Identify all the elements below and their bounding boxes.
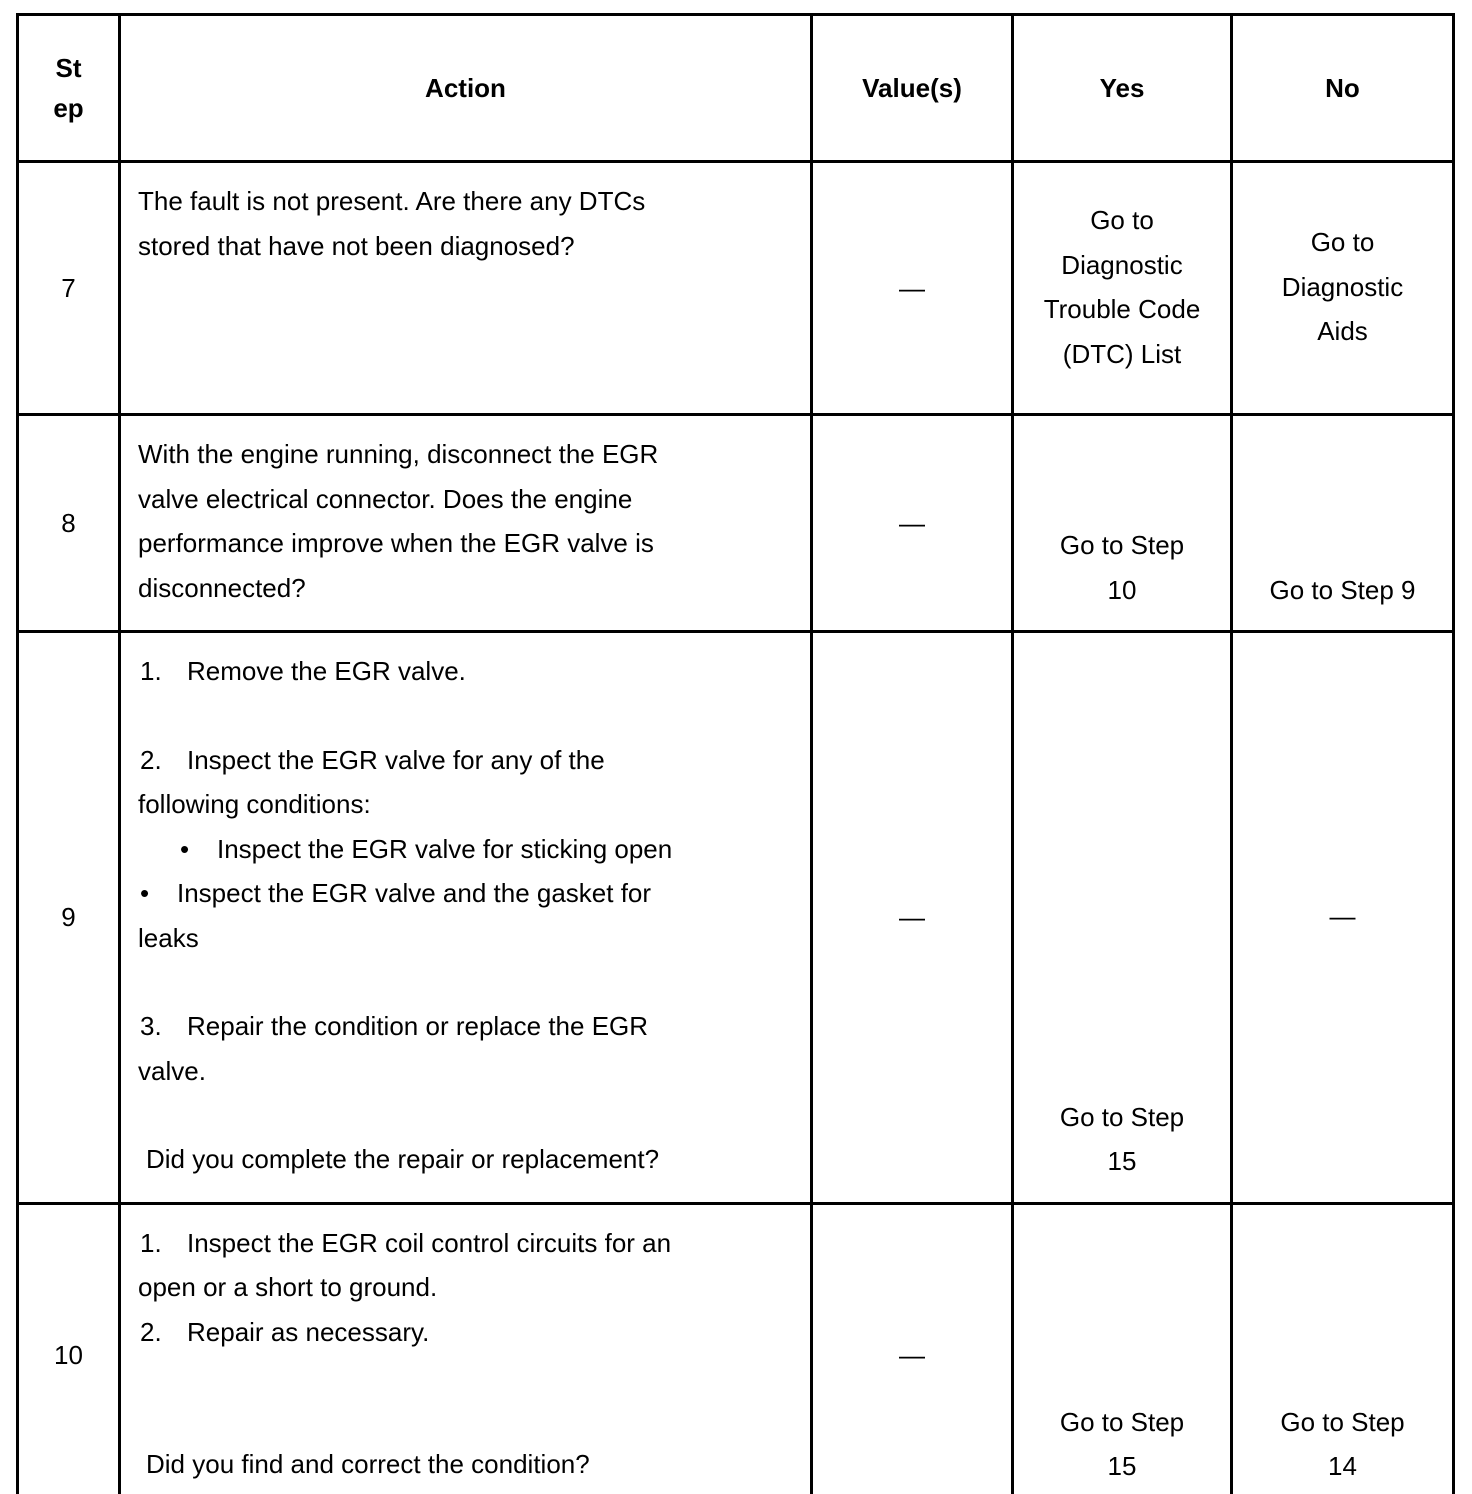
no-cell	[1232, 415, 1454, 632]
table-row	[18, 1203, 1454, 1494]
list-text: Inspect the EGR coil control circuits for an open or a short to ground.	[138, 1227, 672, 1302]
bullet-text: Inspect the EGR valve and the gasket for leaks	[138, 878, 652, 953]
step-number: 9	[18, 632, 120, 1204]
list-item	[138, 1004, 796, 1093]
action-text	[120, 1203, 812, 1494]
list-text: Inspect the EGR valve for any of the following conditions:	[138, 744, 605, 819]
action-text	[120, 415, 812, 632]
diagnostic-table	[16, 13, 1455, 1494]
action-paragraph: The fault is not present. Are there any DTCs stored that have not been diagnosed?	[138, 186, 646, 261]
bullet-item	[138, 827, 796, 872]
list-number: 3.	[140, 1011, 162, 1041]
no-cell	[1232, 1203, 1454, 1494]
bullet-item	[138, 871, 796, 960]
yes-result: Go to Step 15	[1059, 1406, 1185, 1481]
bullet-text: Inspect the EGR valve for sticking open	[217, 833, 673, 864]
bullet-icon: •	[180, 833, 190, 864]
step-number: 10	[18, 1203, 120, 1494]
table-row	[18, 162, 1454, 415]
header-step: St ep	[18, 15, 120, 162]
list-item	[138, 738, 796, 827]
action-text	[120, 162, 812, 415]
step-number: 7	[18, 162, 120, 415]
step-number: 8	[18, 415, 120, 632]
header-action: Action	[120, 15, 812, 162]
list-item	[138, 649, 796, 694]
list-number: 2.	[140, 1316, 162, 1347]
table-row	[18, 415, 1454, 632]
list-number: 1.	[140, 656, 162, 686]
list-text: Remove the EGR valve.	[187, 656, 466, 686]
yes-result: Go to Step 10	[1059, 530, 1185, 605]
header-yes: Yes	[1013, 15, 1232, 162]
yes-cell	[1013, 1203, 1232, 1494]
action-paragraph: With the engine running, disconnect the EGR valve electrical connector. Does the engine performance improve when the EGR valve is disconnected?	[138, 439, 659, 603]
yes-result: Go to Diagnostic Trouble Code (DTC) List	[1043, 205, 1201, 369]
table-row	[18, 632, 1454, 1204]
list-number: 1.	[140, 1227, 162, 1258]
no-result: Go to Step 14	[1280, 1406, 1405, 1481]
header-no: No	[1232, 15, 1454, 162]
bullet-icon: •	[140, 878, 150, 908]
header-values: Value(s)	[812, 15, 1013, 162]
list-text: Repair as necessary.	[187, 1316, 430, 1347]
no-result: Go to Step 9	[1269, 574, 1416, 605]
action-text	[120, 632, 812, 1204]
no-cell: —	[1232, 632, 1454, 1204]
value-cell: —	[812, 632, 1013, 1204]
list-item	[138, 1221, 796, 1310]
value-cell: —	[812, 1203, 1013, 1494]
question-text: Did you complete the repair or replacement?	[146, 1144, 660, 1174]
yes-cell	[1013, 162, 1232, 415]
value-cell: —	[812, 415, 1013, 632]
no-result: Go to Diagnostic Aids	[1281, 227, 1404, 347]
value-cell: —	[812, 162, 1013, 415]
list-text: Repair the condition or replace the EGR valve.	[138, 1011, 649, 1086]
question-text: Did you find and correct the condition?	[146, 1449, 590, 1479]
yes-cell	[1013, 415, 1232, 632]
yes-result: Go to Step 15	[1059, 1101, 1185, 1176]
yes-cell	[1013, 632, 1232, 1204]
no-cell	[1232, 162, 1454, 415]
list-item	[138, 1310, 796, 1355]
header-row	[18, 15, 1454, 162]
list-number: 2.	[140, 744, 162, 775]
